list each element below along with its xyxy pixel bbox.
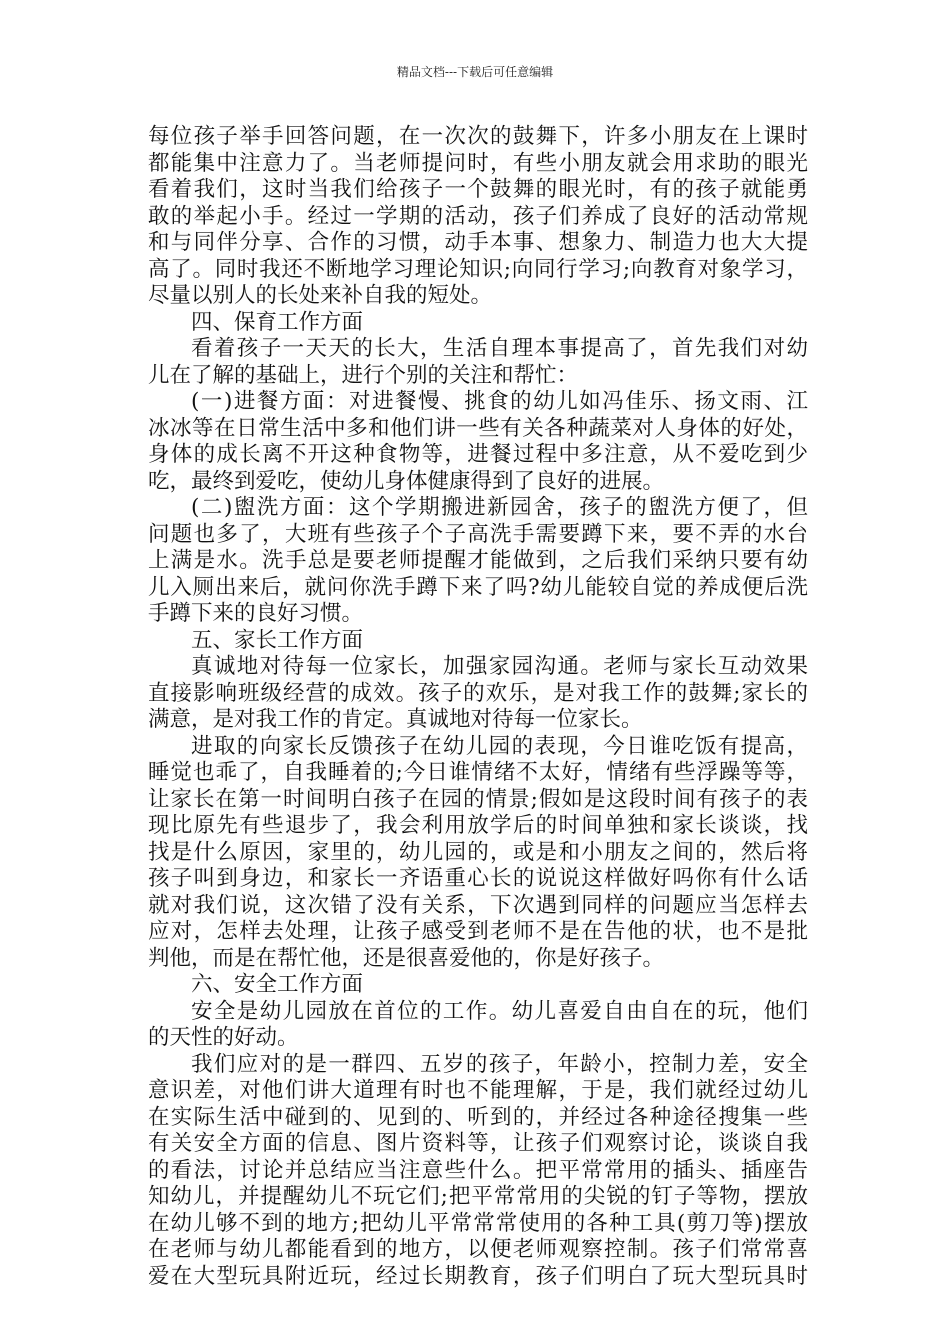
page-header: 精品文档---下载后可任意编辑	[396, 65, 554, 79]
text-line: 在实际生活中碰到的、见到的、听到的，并经过各种途径搜集一些	[148, 1104, 808, 1130]
text-line: 我们应对的是一群四、五岁的孩子，年龄小，控制力差，安全	[191, 1051, 808, 1077]
text-line: 就对我们说，这次错了没有关系，下次遇到同样的问题应当怎样去	[148, 892, 808, 918]
text-line: 四、保育工作方面	[191, 309, 364, 335]
text-line: 都能集中注意力了。当老师提问时，有些小朋友就会用求助的眼光	[148, 150, 808, 176]
text-line: 和与同伴分享、合作的习惯，动手本事、想象力、制造力也大大提	[148, 230, 808, 255]
text-line: 找是什么原因，家里的，幼儿园的，或是和小朋友之间的，然后将	[148, 839, 808, 865]
text-line: 爱在大型玩具附近玩，经过长期教育，孩子们明白了玩大型玩具时	[148, 1263, 808, 1289]
text-line: 的天性的好动。	[148, 1025, 299, 1050]
text-line: 让家长在第一时间明白孩子在园的情景;假如是这段时间有孩子的表	[148, 786, 808, 812]
text-line: 睡觉也乖了，自我睡着的;今日谁情绪不太好，情绪有些浮躁等等，	[148, 760, 808, 785]
text-line: 六、安全工作方面	[191, 972, 364, 997]
document-body	[148, 124, 808, 1290]
text-line: 问题也多了，大班有些孩子个子高洗手需要蹲下来，要不弄的水台	[148, 521, 808, 547]
text-line: 五、家长工作方面	[191, 627, 364, 653]
text-line: 身体的成长离不开这种食物等，进餐过程中多注意，从不爱吃到少	[148, 442, 808, 467]
text-line: 意识差，对他们讲大道理有时也不能理解，于是，我们就经过幼儿	[148, 1078, 808, 1103]
text-line: 每位孩子举手回答问题，在一次次的鼓舞下，许多小朋友在上课时	[148, 124, 808, 149]
text-line: 上满是水。洗手总是要老师提醒才能做到，之后我们采纳只要有幼	[148, 548, 808, 573]
text-line: 知幼儿，并提醒幼儿不玩它们;把平常常用的尖锐的钉子等物，摆放	[148, 1184, 808, 1209]
text-line: 高了。同时我还不断地学习理论知识;向同行学习;向教育对象学习，	[148, 256, 808, 282]
text-line: 儿入厕出来后，就问你洗手蹲下来了吗?幼儿能较自觉的养成便后洗	[148, 574, 808, 600]
text-line: 在幼儿够不到的地方;把幼儿平常常常使用的各种工具(剪刀等)摆放	[148, 1210, 808, 1236]
text-line: 进取的向家长反馈孩子在幼儿园的表现，今日谁吃饭有提高，	[191, 733, 808, 759]
text-line: 有关安全方面的信息、图片资料等，让孩子们观察讨论，谈谈自我	[148, 1131, 808, 1156]
text-line: 孩子叫到身边，和家长一齐语重心长的说说这样做好吗你有什么话	[148, 866, 808, 891]
text-line: 满意，是对我工作的肯定。真诚地对待每一位家长。	[148, 707, 643, 732]
text-line: 看着孩子一天天的长大，生活自理本事提高了，首先我们对幼	[191, 336, 808, 361]
text-line: 在老师与幼儿都能看到的地方，以便老师观察控制。孩子们常常喜	[148, 1237, 808, 1262]
text-line: (二)盥洗方面：这个学期搬进新园舍，孩子的盥洗方便了，但	[191, 495, 808, 520]
text-line: 吃，最终到爱吃，使幼儿身体健康得到了良好的进展。	[148, 468, 665, 494]
text-line: 看着我们，这时当我们给孩子一个鼓舞的眼光时，有的孩子就能勇	[148, 177, 808, 202]
text-line: 的看法，讨论并总结应当注意些什么。把平常常用的插头、插座告	[148, 1157, 808, 1183]
text-line: 判他，而是在帮忙他，还是很喜爱他的，你是好孩子。	[148, 945, 665, 971]
text-line: 尽量以别人的长处来补自我的短处。	[148, 283, 493, 308]
text-line: 敢的举起小手。经过一学期的活动，孩子们养成了良好的活动常规	[148, 203, 808, 229]
text-line: (一)进餐方面：对进餐慢、挑食的幼儿如冯佳乐、扬文雨、江	[191, 389, 808, 414]
text-line: 现比原先有些退步了，我会利用放学后的时间单独和家长谈谈，找	[148, 813, 808, 838]
text-line: 应对，怎样去处理，让孩子感受到老师不是在告他的状，也不是批	[148, 919, 808, 944]
text-line: 手蹲下来的良好习惯。	[148, 601, 364, 626]
text-line: 安全是幼儿园放在首位的工作。幼儿喜爱自由自在的玩，他们	[191, 998, 808, 1024]
text-line: 儿在了解的基础上，进行个别的关注和帮忙：	[148, 362, 579, 388]
text-line: 冰冰等在日常生活中多和他们讲一些有关各种蔬菜对人身体的好处，	[148, 415, 808, 441]
text-line: 直接影响班级经营的成效。孩子的欢乐，是对我工作的鼓舞;家长的	[148, 680, 808, 706]
text-line: 真诚地对待每一位家长，加强家园沟通。老师与家长互动效果	[191, 654, 808, 679]
